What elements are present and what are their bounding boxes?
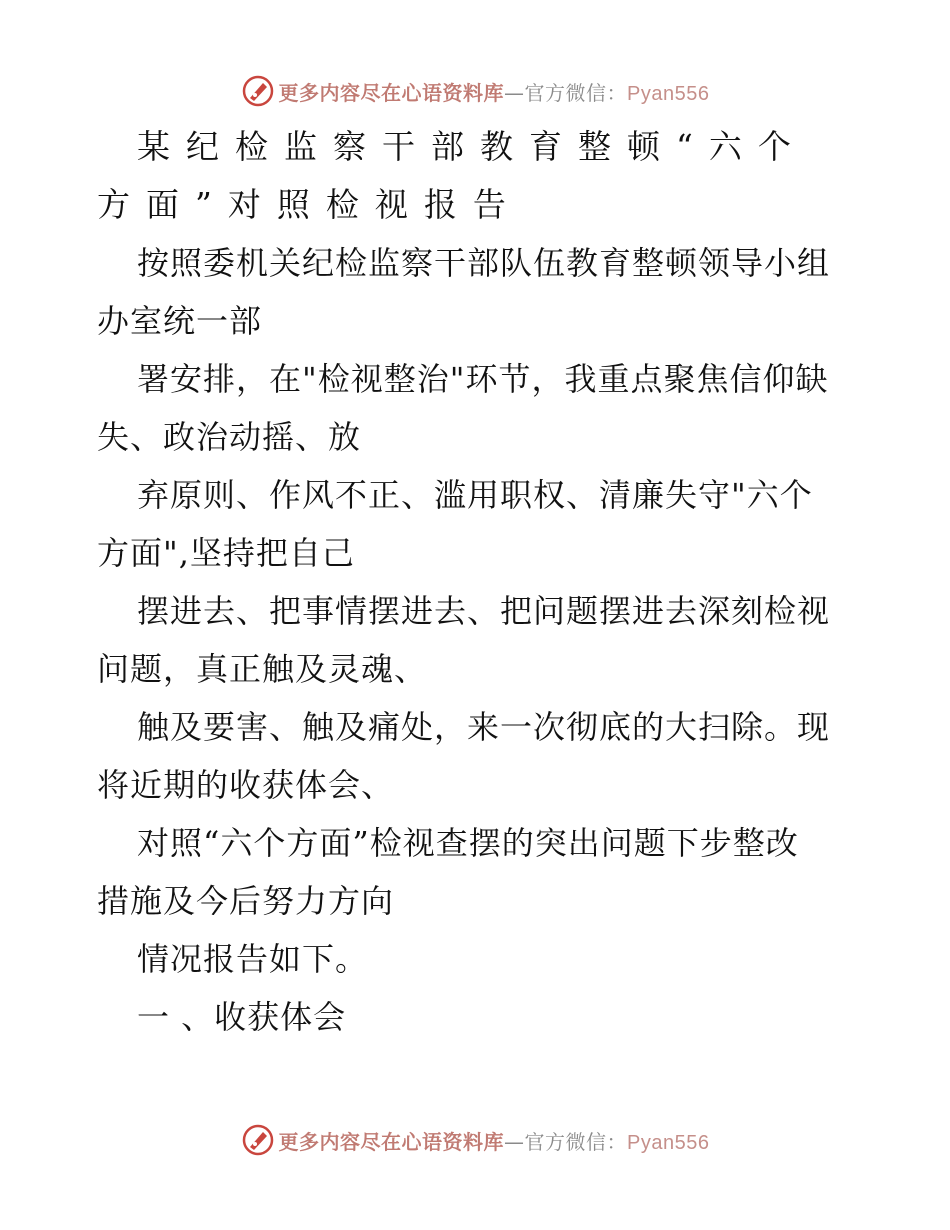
closing-line: 情况报告如下。 (137, 940, 369, 978)
paragraph-line: 署安排，在"检视整治"环节，我重点聚焦信仰缺 (137, 360, 829, 398)
watermark-text (279, 1126, 710, 1155)
watermark-id: Pyan556 (627, 82, 710, 105)
title-line-2: 方面”对照检视报告 (97, 185, 522, 224)
watermark-separator: — (504, 1129, 525, 1154)
watermark-sub: 官方微信： (524, 80, 628, 105)
document-title-cont (97, 176, 857, 234)
watermark-main: 更多内容尽在心语资料库 (278, 1129, 505, 1154)
watermark-separator: — (504, 80, 525, 105)
paragraph-line: 措施及今后努力方向 (97, 882, 395, 920)
header-watermark (0, 71, 950, 111)
paragraph-line: 触及要害、触及痛处，来一次彻底的大扫除。现 (137, 708, 831, 746)
paragraph-line: 对照“六个方面”检视查摆的突出问题下步整改 (137, 824, 799, 862)
footer-watermark (0, 1120, 950, 1160)
pen-nib-circle-icon (241, 1123, 275, 1157)
paragraph-line: 方面",坚持把自己 (97, 534, 355, 572)
paragraph-line: 弃原则、作风不正、滥用职权、清廉失守"六个 (137, 476, 813, 514)
paragraph-line: 按照委机关纪检监察干部队伍教育整顿领导小组 (137, 244, 831, 282)
paragraph-list (97, 234, 857, 1046)
paragraph-line: 摆进去、把事情摆进去、把问题摆进去深刻检视 (137, 592, 831, 630)
paragraph-line: 失、政治动摇、放 (97, 418, 362, 456)
document-title (97, 118, 857, 176)
paragraph-line: 问题，真正触及灵魂、 (97, 650, 428, 688)
document-body (97, 118, 857, 1046)
paragraph-line: 办室统一部 (97, 302, 263, 340)
title-line-1: 某纪检监察干部教育整顿“六个 (137, 127, 807, 166)
section-heading: 一 、收获体会 (137, 998, 347, 1036)
watermark-main: 更多内容尽在心语资料库 (278, 80, 505, 105)
watermark-sub: 官方微信： (524, 1129, 628, 1154)
pen-nib-circle-icon (241, 74, 275, 108)
watermark-text (279, 77, 710, 106)
watermark-id: Pyan556 (627, 1131, 710, 1154)
paragraph-line: 将近期的收获体会、 (97, 766, 395, 804)
